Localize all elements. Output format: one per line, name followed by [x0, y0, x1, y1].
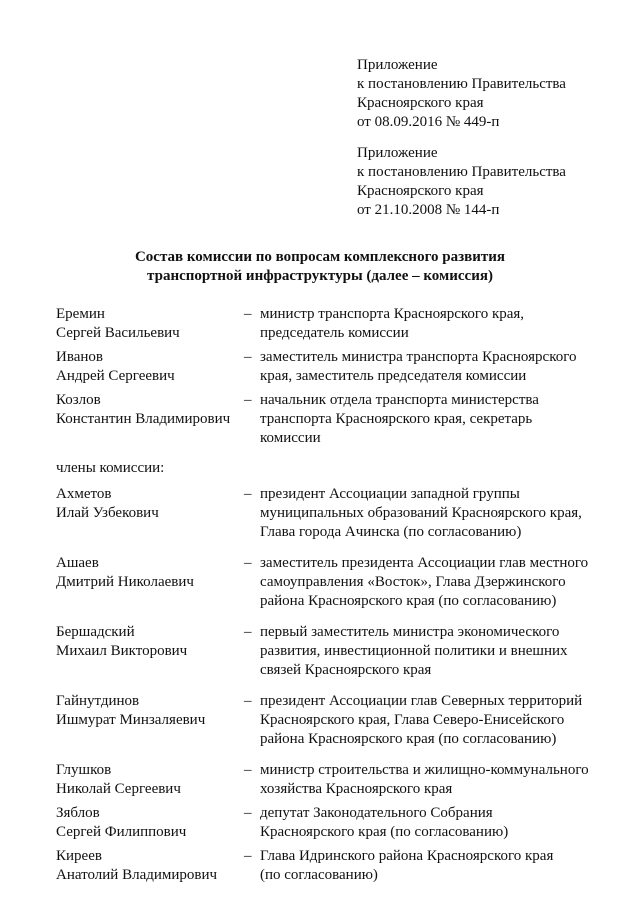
role-line: муниципальных образований Красноярского края,: [260, 505, 582, 521]
role-line: развития, инвестиционной политики и внешних: [260, 643, 568, 659]
member-name: [56, 305, 236, 343]
dash-separator: –: [244, 848, 252, 864]
member-role: [260, 847, 626, 885]
member-row: [56, 804, 626, 842]
role-line: (по согласованию): [260, 867, 378, 883]
role-line: председатель комиссии: [260, 325, 409, 341]
role-line: заместитель президента Ассоциации глав местного: [260, 555, 589, 571]
member-row: [56, 305, 626, 343]
appendix-line: Красноярского края: [357, 183, 484, 199]
dash-separator: –: [244, 349, 252, 365]
member-role: [260, 554, 626, 611]
member-name: [56, 485, 236, 523]
role-line: транспорта Красноярского края, секретарь: [260, 411, 533, 427]
dash-separator: –: [244, 693, 252, 709]
appendix-line: Приложение: [357, 57, 438, 73]
appendix-line: от 08.09.2016 № 449-п: [357, 114, 500, 130]
member-given-name: Анатолий Владимирович: [56, 867, 218, 883]
role-line: связей Красноярского края: [260, 662, 432, 678]
member-name: [56, 847, 236, 885]
role-line: Глава Идринского района Красноярского края: [260, 848, 554, 864]
member-given-name: Андрей Сергеевич: [56, 368, 175, 384]
appendix-line: Красноярского края: [357, 95, 484, 111]
member-surname: Зяблов: [56, 805, 100, 821]
member-name: [56, 804, 236, 842]
document-title: [60, 248, 580, 286]
appendix-line: к постановлению Правительства: [357, 164, 566, 180]
member-given-name: Михаил Викторович: [56, 643, 188, 659]
member-surname: Ахметов: [56, 486, 112, 502]
member-given-name: Сергей Филиппович: [56, 824, 187, 840]
member-surname: Иванов: [56, 349, 103, 365]
member-surname: Киреев: [56, 848, 102, 864]
role-line: района Красноярского края (по согласованию): [260, 731, 557, 747]
dash-separator: –: [244, 486, 252, 502]
role-line: Глава города Ачинска (по согласованию): [260, 524, 522, 540]
member-role: [260, 305, 626, 343]
appendix-line: к постановлению Правительства: [357, 76, 566, 92]
role-line: министр строительства и жилищно-коммунального: [260, 762, 589, 778]
role-line: района Красноярского края (по согласованию): [260, 593, 557, 609]
dash-separator: –: [244, 306, 252, 322]
role-line: первый заместитель министра экономического: [260, 624, 560, 640]
member-name: [56, 623, 236, 661]
appendix-line: от 21.10.2008 № 144-п: [357, 202, 500, 218]
member-surname: Ашаев: [56, 555, 99, 571]
appendix-block-original: [357, 144, 627, 220]
dash-separator: –: [244, 624, 252, 640]
dash-separator: –: [244, 762, 252, 778]
role-line: самоуправления «Восток», Глава Дзержинского: [260, 574, 566, 590]
title-line: транспортной инфраструктуры (далее – комиссия): [147, 268, 493, 284]
member-role: [260, 761, 626, 799]
dash-separator: –: [244, 555, 252, 571]
appendix-block-current: [357, 56, 627, 132]
member-given-name: Константин Владимирович: [56, 411, 231, 427]
commission-roster: [56, 300, 626, 885]
member-role: [260, 391, 626, 448]
member-name: [56, 391, 236, 429]
member-name: [56, 348, 236, 386]
member-row: [56, 761, 626, 799]
member-name: [56, 761, 236, 799]
member-surname: Глушков: [56, 762, 112, 778]
title-line: Состав комиссии по вопросам комплексного развития: [134, 249, 506, 265]
dash-separator: –: [244, 805, 252, 821]
member-surname: Еремин: [56, 306, 105, 322]
member-role: [260, 623, 626, 680]
member-given-name: Дмитрий Николаевич: [56, 574, 194, 590]
role-line: заместитель министра транспорта Красноярского: [260, 349, 577, 365]
role-line: начальник отдела транспорта министерства: [260, 392, 539, 408]
role-line: депутат Законодательного Собрания: [260, 805, 493, 821]
member-surname: Козлов: [56, 392, 101, 408]
member-surname: Бершадский: [56, 624, 135, 640]
role-line: президент Ассоциации глав Северных территорий: [260, 693, 583, 709]
role-line: президент Ассоциации западной группы: [260, 486, 520, 502]
role-line: Красноярского края, Глава Северо-Енисейского: [260, 712, 565, 728]
member-role: [260, 804, 626, 842]
member-row: [56, 692, 626, 749]
member-role: [260, 485, 626, 542]
member-given-name: Илай Узбекович: [56, 505, 159, 521]
member-given-name: Сергей Васильевич: [56, 325, 180, 341]
members-label: члены комиссии:: [56, 460, 165, 476]
member-row: [56, 348, 626, 386]
member-row: [56, 623, 626, 680]
role-line: Красноярского края (по согласованию): [260, 824, 509, 840]
member-given-name: Николай Сергеевич: [56, 781, 181, 797]
member-row: [56, 485, 626, 542]
member-given-name: Ишмурат Минзаляевич: [56, 712, 206, 728]
role-line: министр транспорта Красноярского края,: [260, 306, 525, 322]
member-surname: Гайнутдинов: [56, 693, 140, 709]
member-row: [56, 847, 626, 885]
member-name: [56, 554, 236, 592]
member-role: [260, 348, 626, 386]
member-row: [56, 554, 626, 611]
member-role: [260, 692, 626, 749]
member-name: [56, 692, 236, 730]
member-row: [56, 391, 626, 448]
dash-separator: –: [244, 392, 252, 408]
role-line: хозяйства Красноярского края: [260, 781, 453, 797]
appendix-line: Приложение: [357, 145, 438, 161]
role-line: края, заместитель председателя комиссии: [260, 368, 527, 384]
role-line: комиссии: [260, 430, 321, 446]
